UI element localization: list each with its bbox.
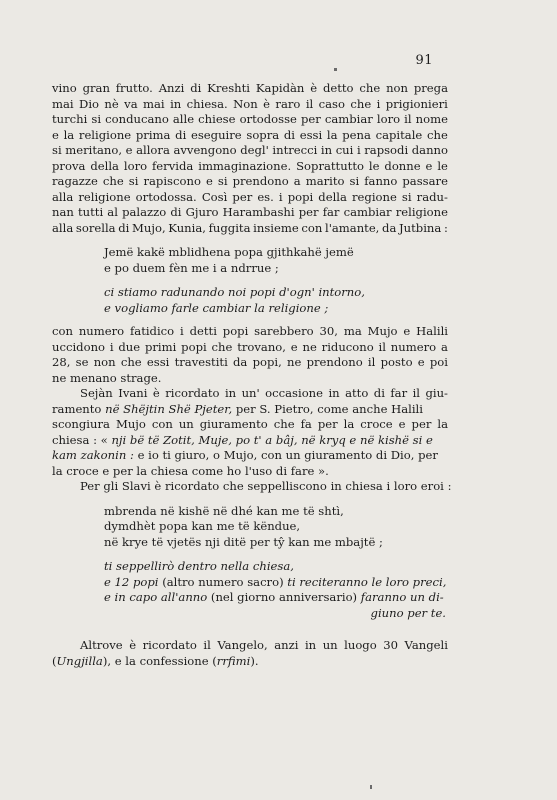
text-line: nan tutti al palazzo di Gjuro Harambashi per far cambiar religione [52,205,448,219]
verse-quote [52,504,448,622]
text-line: mai Dio nè va mai in chiesa. Non è raro il caso che i prigionieri [52,96,448,111]
text-line: si meritano, e allora avvengono degl' intrecci in cui i rapsodi danno [52,143,448,157]
text-line: ramento në Shëjtin Shë Pjeter, per S. Pietro, come anche Halili [52,401,423,416]
text-line: Sejàn Ivani è ricordato in un' occasione in atto di far il giu- [80,386,448,400]
text-line: alla religione ortodossa. Così per es. i popi della regione si radu- [52,189,448,204]
paragraph [52,479,452,495]
verse-line: Jemë kakë mblidhena popa gjithkahë jemë [104,245,354,259]
paragraph [52,81,448,236]
text-line: chiesa : « nji bë të Zotit, Muje, po t' a bâj, në kryq e në kishë si e [52,432,433,447]
text-line: turchi si conducano alle chiese ortodosse per cambiar loro il nome [52,112,448,126]
verse-quote [52,245,448,316]
paragraph [52,386,448,479]
verse-translation: e in capo all'anno (nel giorno anniversario) faranno un di- [104,590,444,604]
text-line: vino gran frutto. Anzi di Kreshti Kapidàn è detto che non prega [52,81,448,95]
text-line: uccidono i due primi popi che trovano, e ne riducono il numero a [52,339,448,354]
ink-speck [334,68,337,71]
verse-line: e po duem fèn me i a ndrrue ; [104,260,279,275]
verse-translation: ti seppellirò dentro nella chiesa, [104,559,294,573]
page-number: 91 [415,53,433,68]
text-line: scongiura Mujo con un giuramento che fa per la croce e per la [52,417,448,431]
text-line: prova della loro fervida immaginazione. Soprattutto le donne e le [52,158,448,173]
verse-line: dymdhèt popa kan me të këndue, [104,519,301,533]
paragraph [52,638,448,669]
body-text [52,81,452,669]
text-line: la croce e per la chiesa come ho l'uso di fare ». [52,463,329,478]
text-line: alla sorella di Mujo, Kunia, fuggita insieme con l'amante, da Jutbina : [52,220,448,235]
text-line: Altrove è ricordato il Vangelo, anzi in un luogo 30 Vangeli [80,638,448,652]
verse-translation: giuno per te. [370,605,446,620]
verse-line: në krye të vjetës nji ditë per tŷ kan me mbajtë ; [104,534,383,549]
text-line: con numero fatidico i detti popi sarebbero 30, ma Mujo e Halili [52,324,448,338]
paragraph [52,324,448,386]
text-line: ragazze che si rapiscono e si prendono a marito si fanno passare [52,174,448,188]
text-line: ne menano strage. [52,370,162,385]
text-line: e la religione prima di eseguire sopra di essi la pena capitale che [52,127,448,142]
verse-translation: e 12 popi (altro numero sacro) ti reciteranno le loro preci, [104,574,447,589]
text-line: kam zakonin : e io ti giuro, o Mujo, con un giuramento di Dio, per [52,448,438,462]
ink-speck [370,785,372,789]
text-line: (Ungjilla), e la confessione (rrfimi). [52,653,259,668]
text-line: Per gli Slavi è ricordato che seppelliscono in chiesa i loro eroi : [80,479,452,493]
verse-translation: e vogliamo farle cambiar la religione ; [104,300,329,315]
verse-line: mbrenda në kishë në dhé kan me të shtì, [104,503,344,518]
text-line: 28, se non che essi travestiti da popi, ne prendono il posto e poi [52,355,448,369]
verse-translation: ci stiamo radunando noi popi d'ogn' intorno, [104,285,365,299]
